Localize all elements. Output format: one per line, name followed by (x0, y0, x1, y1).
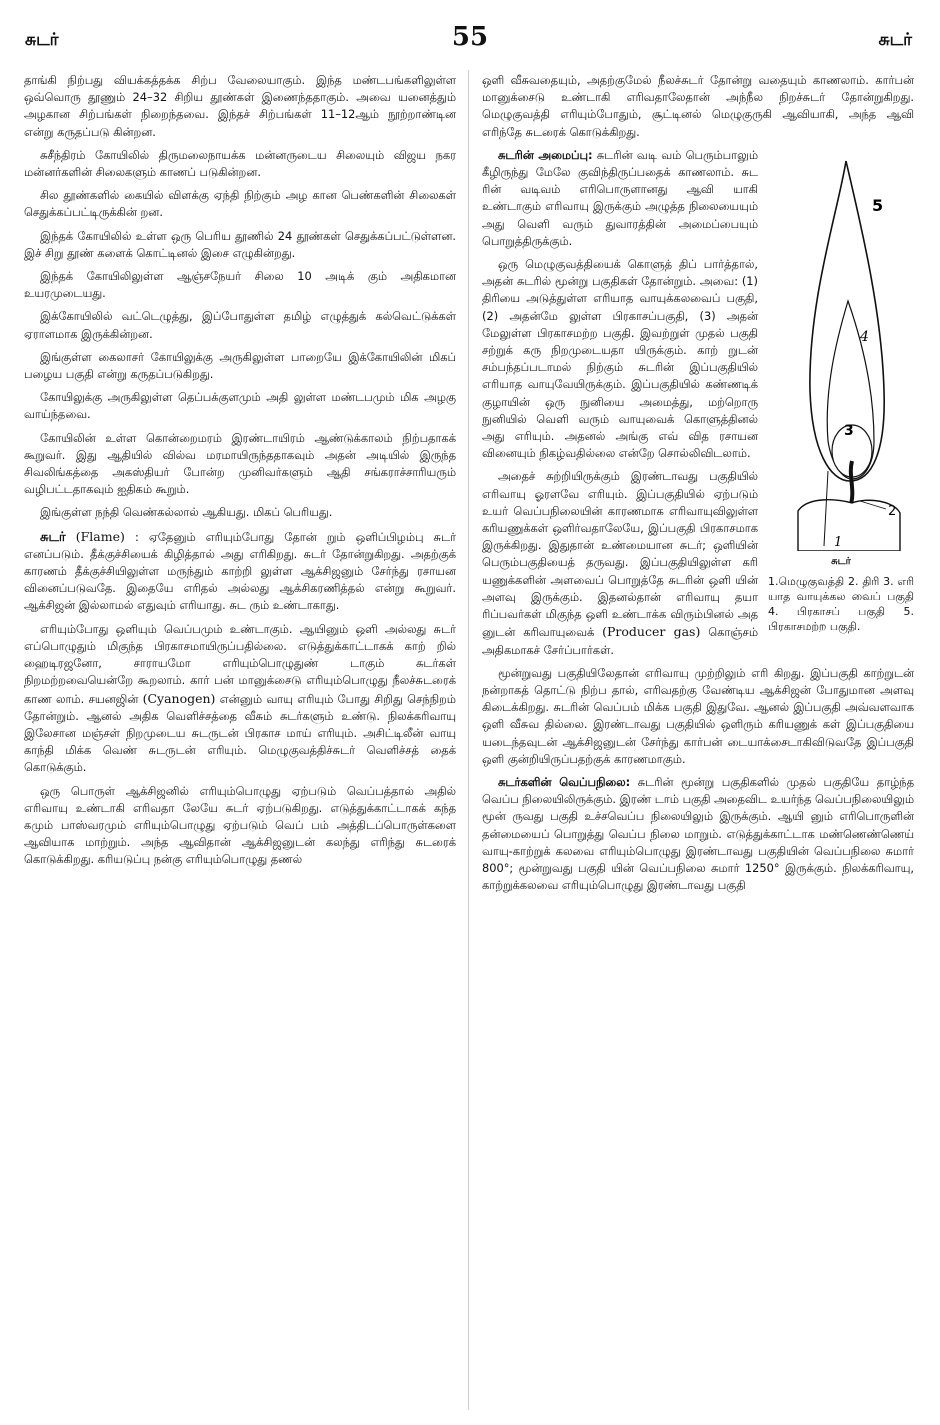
entry-term: சுடர் (40, 529, 66, 545)
figure-caption: 1.மெழுகுவத்தி 2. திரி 3. எரி யாத வாயுக்கல வைப் பகுதி 4. பிரகாசப் பகுதி 5. பிரகாசமற்ற பகுதி. (768, 575, 914, 634)
section-lead: சுடரின் அமைப்பு: (498, 147, 593, 162)
paragraph: இங்குள்ள கைலாசர் கோயிலுக்கு அருகிலுள்ள பாறையே இக்கோயிலின் மிகப் பழைய பகுதி என்று கருதப்படுகிறது. (24, 349, 456, 382)
figure-label: 2 (888, 503, 897, 519)
text-span: அதைச் சுற்றியிருக்கும் இரண்டாவது பகுதியில் எரிவாயு ஓரளவே எரியும். இப்பகுதியில் ஏற்படும் உயர் வெப்பநிலையின் காரணமாக எரிவாயுவிலுள்ள கரியணுக்கள் ஒளிர்வதாலேயே, இப்பகுதி பிரகாசமாக இருக்கிறது. இதுதான் உண்மையான சுடர்; ஒளியின் பெரும்பகுதியைத் தருவது. இப்பகுதியிலுள்ள கரி யணுக்களின் அளவைப் பொறுத்தே சுடரின் ஒளி யின் அளவு இருக்கும். இதனல்தான் எரிவாயு தயா ரிப்பவர்கள் மிகுந்த ஒளி உண்டாக்க விரும்பினல் அத னுடன் கரிவாயுவைக் (482, 469, 758, 640)
candle-figure (768, 151, 914, 634)
section-lead: சுடர்களின் வெப்பநிலை: (498, 774, 631, 789)
entry-term-english: (Flame) (75, 528, 125, 544)
figure-label: 3 (844, 422, 854, 439)
paragraph: இந்தக் கோயிலில் உள்ள ஒரு பெரிய தூணில் 24 தூண்கள் செதுக்கப்பட்டுள்ளன. இச் சிறு தூண் களைக் கொட்டினல் இசை எழுகின்றது. (24, 228, 456, 260)
paragraph: தாங்கி நிற்பது வியக்கத்தக்க சிற்ப வேலையாகும். இந்த மண்டபங்களிலுள்ள ஒவ்வொரு தூணும் 24–32 சிறிய தூண்கள் இணைந்ததாகும். அவை யனைத்தும் அழகான சிற்பங்கள் நிறைந்தவை. இந்தச் சிற்பங்கள் 11–12ஆம் நூற்றாண்டின என்று கருதப்படு கின்றன. (24, 73, 456, 139)
entry-paragraph (24, 528, 456, 615)
text-span: எரியும்போது ஒளியும் வெப்பமும் உண்டாகும். ஆயினும் ஒளி அல்லது சுடர் எப்பொழுதும் மிகுந்த பிரகாசமாயிருப்பதில்லை. எடுத்துக்காட்டாகக் காற் றில் ஹைடிரஜனோ, சாராயமோ எரியும்பொழுதுண் டாகும் சுடர்கள் நிறமற்றவையென்றே கூறலாம். கார் பன் மானுக்சைடு எரியும்பொழுது நீலச்சுடரைக் காண லாம். சயனஜின் (24, 621, 456, 706)
paragraph: கோயிலின் உள்ள கொன்றைமரம் இரண்டாயிரம் ஆண்டுக்காலம் நிற்பதாகக் கூறுவர். இது ஆதியில் வில்வ மரமாயிருந்ததாகவும் அதன் அடியில் இருந்த சிவலிங்கத்தை அகஸ்தியர் போன்ற முனிவர்களும் ஆதி சங்கராச்சாரியரும் வழிபட்டதாகவும் ஐதிகம் கூறும். (24, 430, 456, 497)
paragraph: சுசீந்திரம் கோயிலில் திருமலைநாயக்க மன்னருடைய சிலையும் விஜய நகர மன்னர்களின் சிலைகளும் காணப் படுகின்றன. (24, 147, 456, 180)
text-span: சுடரின் வடி வம் பெரும்பாலும் கீழிருந்து மேலே குவிந்திருப்பதைக் காணலாம். சுட ரின் வடிவம் எரிபொருளானது ஆவி யாகி உண்டாகும் எரிவாயு இருக்கும் அழுத்த நிலையையும் அது வெளி வரும் துவாரத்தின் அமைப்பையும் பொறுத்திருக்கும். (482, 147, 758, 248)
paragraph: இந்தக் கோயிலிலுள்ள ஆஞ்சநேயர் சிலை 10 அடிக் கும் அதிகமான உயரமுடையது. (24, 269, 456, 301)
candle-body (798, 500, 900, 551)
text-span: என்னும் வாயு எரியும் போது சிறிது செந்நிறம் தோன்றும். ஆனல் அதிக வெளிச்சத்தை வீசும் சுடர்களும் உண்டு. நிலக்கரிவாயு இலேசான மஞ்சள் நிறமுடைய சுடருடன் பிரகாச மாய் எரியும். அசிட்டிலீன் வாயு காந்தி மிக்க வெண் சுடருடன் எரியும். மெழுகுவத்திச்சுடர் வெளிச்சத் தைக் கொடுக்கும். (24, 691, 456, 775)
left-column (24, 72, 456, 875)
entry-text: : ஏதேனும் எரியும்போது தோன் றும் ஒளிப்பிழம்பு சுடர் எனப்படும். தீக்குச்சியைக் கிழித்தால் அது எரிகிறது. சுடர் தோன்றுகிறது. அதற்குக் காரணம் தீக்குச்சியிலுள்ள மருந்தும் காற்றி லுள்ள ஆக்சிஜனும் சேர்ந்து ரசாயன வினைப்படுவதே. இதையே எரிதல் அல்லது ஆக்சிகரணித்தல் என்று கூறுவர். ஆக்சிஜன் இல்லாமல் எதுவும் எரியாது. சுட ரும் உண்டாகாது. (24, 529, 457, 613)
paragraph: இங்குள்ள நந்தி வெண்கல்லால் ஆகியது. மிகப் பெரியது. (40, 505, 333, 520)
english-term: (Producer gas) (602, 624, 701, 640)
running-head-left: சுடர் (25, 30, 59, 50)
running-head-right: சுடர் (878, 30, 912, 50)
paragraph: கோயிலுக்கு அருகிலுள்ள தெப்பக்குளமும் அதி லுள்ள மண்டபமும் மிக அழகு வாய்ந்தவை. (24, 390, 456, 422)
figure-label: 1 (834, 534, 843, 550)
paragraph: ஒரு பொருள் ஆக்சிஜனில் எரியும்பொழுது ஏற்படும் வெப்பத்தால் அதில் எரிவாயு உண்டாகி எரிவதா லேயே சுடர் ஏற்படுகிறது. எடுத்துக்காட்டாகக் கந்த கமும் பாஸ்வரமும் எரியும்பொழுது ஏற்படும் வெப் பம் அத்திடப்பொருள்களை ஆவியாக மாற்றும். அந்த ஆவிதான் ஆக்சிஜனுடன் கலந்து எரிந்து சுடரைக் கொடுக்கிறது. கரியடுப்பு நன்கு எரியும்பொழுது தணல் (24, 783, 456, 867)
paragraph (24, 621, 456, 777)
candle-flame-illustration (768, 151, 914, 551)
english-term: (Cyanogen) (142, 690, 216, 706)
paragraph: ஒளி வீசுவதையும், அதற்குமேல் நீலச்சுடர் தோன்று வதையும் காணலாம். கார்பன் மானுக்சைடு உண்டாகி எரிவதாலேதான் அந்நீல நிறச்சுடர் தோன்றுகிறது. மெழுகுவத்தி எரியும்போதும், சூட்டினல் மெழுகுருகி ஆவியாகி, அந்த ஆவி எரிந்தே சுடரைக் கொடுக்கிறது. (482, 73, 914, 139)
column-divider (468, 70, 469, 1410)
page-number: 55 (451, 22, 489, 52)
paragraph (482, 774, 914, 894)
text-span: சுடரின் மூன்று பகுதிகளில் முதல் பகுதியே தாழ்ந்த வெப்ப நிலையிலிருக்கும். இரண் டாம் பகுதி அதைவிட உயர்ந்த வெப்பநிலையிலும் மூன் ருவது பகுதி உச்சவெப்ப நிலையிலும் இருக்கும். ஆயி னும் எரிபொருளின் தன்மையைப் பொறுத்து வெப்ப நிலை மாறும். எடுத்துக்காட்டாக மண்ணெண்ணெய் வாயு-காற்றுக் கலவை எரியும்பொழுது இரண்டாவது பகுதியின் வெப்பநிலை சுமார் 800°; மூன்றுவது பகுதி யின் வெப்பநிலை சுமார் 1250° இருக்கும். நிலக்கரிவாயு, காற்றுக்கலவை எரியும்பொழுது இரண்டாவது பகுதி (482, 774, 914, 893)
right-column (482, 72, 914, 900)
figure-label: 4 (860, 328, 869, 345)
text-span: கொஞ்சம் அதிகமாகச் சேர்ப்பார்கள். (482, 625, 759, 657)
paragraph: ஒரு மெழுகுவத்தியைக் கொளுத் திப் பார்த்தால், அதன் சுடரில் மூன்று பகுதிகள் தோன்றும். அவை: (1) திரியை அடுத்துள்ள எரியாத வாயுக்கலவைப் பகுதி, (2) அதன்மே லுள்ள பிரகாசப்பகுதி, (3) அதன் மேலுள்ள பிரகாசமற்ற பகுதி. இவற்றுள் முதல் பகுதி சற்றுக் கரு நிறமுடையதா யிருக்கும். காற் றுடன் சம்பந்தப்படாமல் நிற்கும் சுடரின் இப்பகுதியில் எரியாத வாயுவேயிருக்கும். இப்பகுதியில் கண்ணடிக் குழாயின் ஒரு நுனியை அமைத்து, மற்றொரு நுனியில் வெளி வரும் வாயுவைக் கொளுத்தினல் அது எரியும். அதனல் அங்கு எவ் வித ரசாயன வினையும் நிகழ்வதில்லை என்றே சொல்லிவிடலாம். (482, 257, 758, 461)
figure-title: சுடர் (831, 555, 851, 567)
paragraph: சில தூண்களில் கையில் விளக்கு ஏந்தி நிற்கும் அழ கான பெண்களின் சிலைகள் செதுக்கப்பட்டிருக்கின் றன. (24, 188, 456, 220)
page-header (0, 22, 940, 62)
paragraph: இக்கோயிலில் வட்டெழுத்து, இப்போதுள்ள தமிழ் எழுத்துக் கல்வெட்டுக்கள் ஏராளமாக இருக்கின்றன. (24, 309, 456, 341)
figure-label: 5 (872, 195, 884, 215)
paragraph: மூன்றுவது பகுதியிலேதான் எரிவாயு முற்றிலும் எரி கிறது. இப்பகுதி காற்றுடன் நன்றாகத் தொட்டு நிற்ப தால், எரிவதற்கு வேண்டிய ஆக்சிஜன் போதுமான அளவு கிடைக்கிறது. சுடரின் வெப்பம் மிக்க பகுதி இதுவே. ஆனல் இப்பகுதி அவ்வளவாக ஒளி வீசுவ தில்லை. இரண்டாவது பகுதியில் ஒளிரும் கரியணுக் கள் இப்பகுதியை யடைந்தவுடன் ஆக்சிஜனுடன் சேர்ந்து கார்பன் டையாக்சைடாகிவிடுவதே இப்பகுதி ஒளி குன்றியிருப்பதற்குக் காரணமாகும். (482, 665, 914, 766)
